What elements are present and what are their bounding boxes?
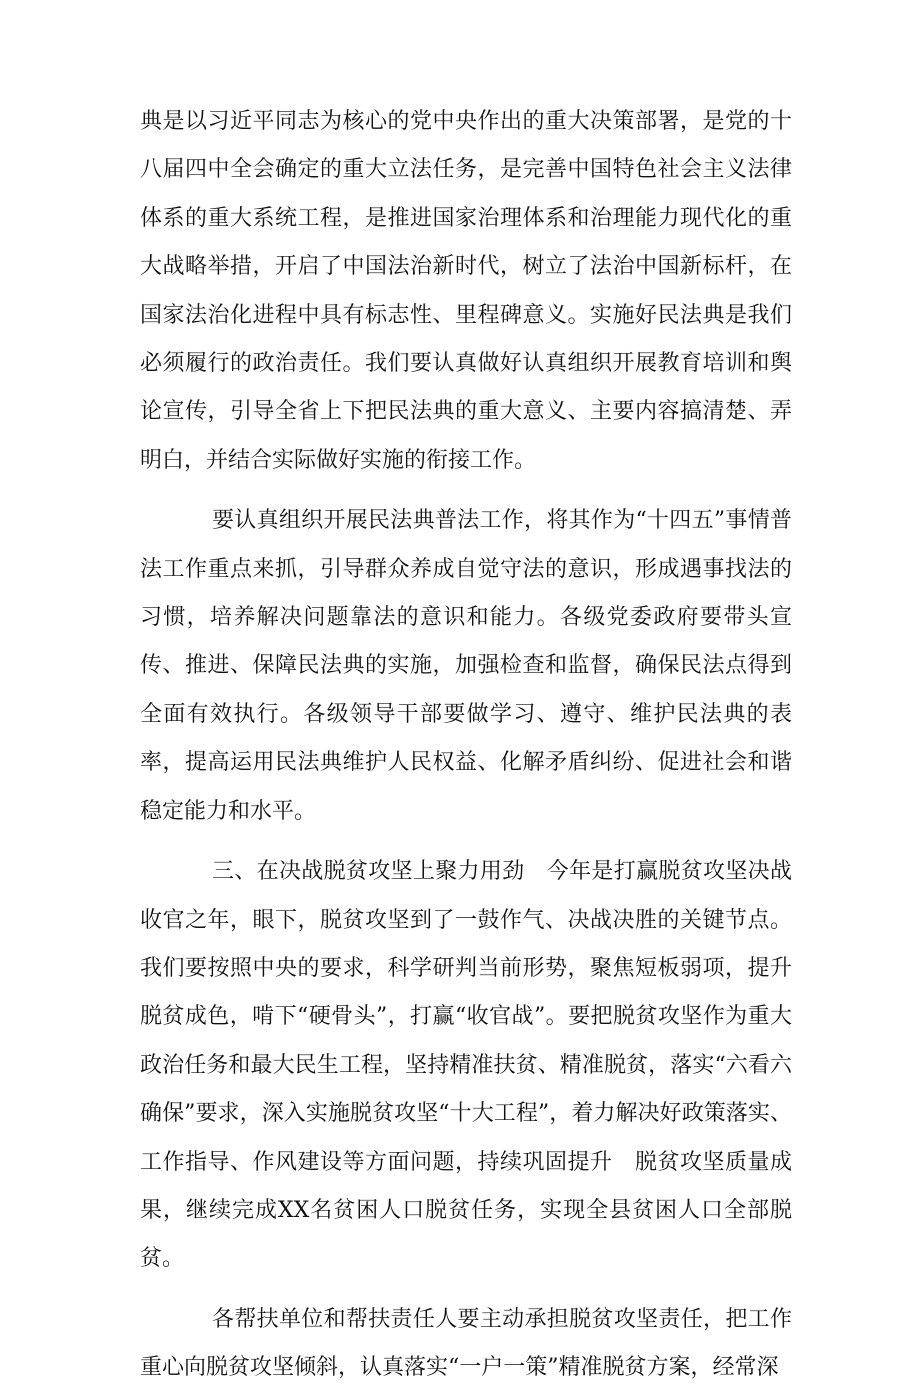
paragraph-4: 各帮扶单位和帮扶责任人要主动承担脱贫攻坚责任，把工作重心向脱贫攻坚倾斜，认真落实“一户一策”精准脱贫方案，经常深	[140, 1306, 792, 1381]
paragraph-1: 典是以习近平同志为核心的党中央作出的重大决策部署，是党的十八届四中全会确定的重大立法任务，是完善中国特色社会主义法律体系的重大系统工程，是推进国家治理体系和治理能力现代化的重大战略举措，开启了中国法治新时代，树立了法治中国新标杆，在国家法治化进程中具有标志性、里程碑意义。实施好民法典是我们必须履行的政治责任。我们要认真做好认真组织开展教育培训和舆论宣传，引导全省上下把民法典的重大意义、主要内容搞清楚、弄明白，并结合实际做好实施的衔接工作。	[140, 109, 792, 473]
paragraph-2: 要认真组织开展民法典普法工作，将其作为“十四五”事情普法工作重点来抓，引导群众养成自觉守法的意识，形成遇事找法的习惯，培养解决问题靠法的意识和能力。各级党委政府要带头宣传、推进、保障民法典的实施，加强检查和监督，确保民法点得到全面有效执行。各级领导干部要做学习、遵守、维护民法典的表率，提高运用民法典维护人民权益、化解矛盾纠纷、促进社会和谐稳定能力和水平。	[140, 508, 792, 824]
document-body	[140, 98, 792, 1393]
paragraph-3: 三、在决战脱贫攻坚上聚力用劲 今年是打赢脱贫攻坚决战收官之年，眼下，脱贫攻坚到了一鼓作气、决战决胜的关键节点。我们要按照中央的要求，科学研判当前形势，聚焦短板弱项，提升脱贫成色，啃下“硬骨头”，打赢“收官战”。要把脱贫攻坚作为重大政治任务和最大民生工程，坚持精准扶贫、精准脱贫，落实“六看六确保”要求，深入实施脱贫攻坚“十大工程”，着力解决好政策落实、工作指导、作风建设等方面问题，持续巩固提升 脱贫攻坚质量成果，继续完成XX名贫困人口脱贫任务，实现全县贫困人口全部脱贫。	[140, 859, 792, 1272]
